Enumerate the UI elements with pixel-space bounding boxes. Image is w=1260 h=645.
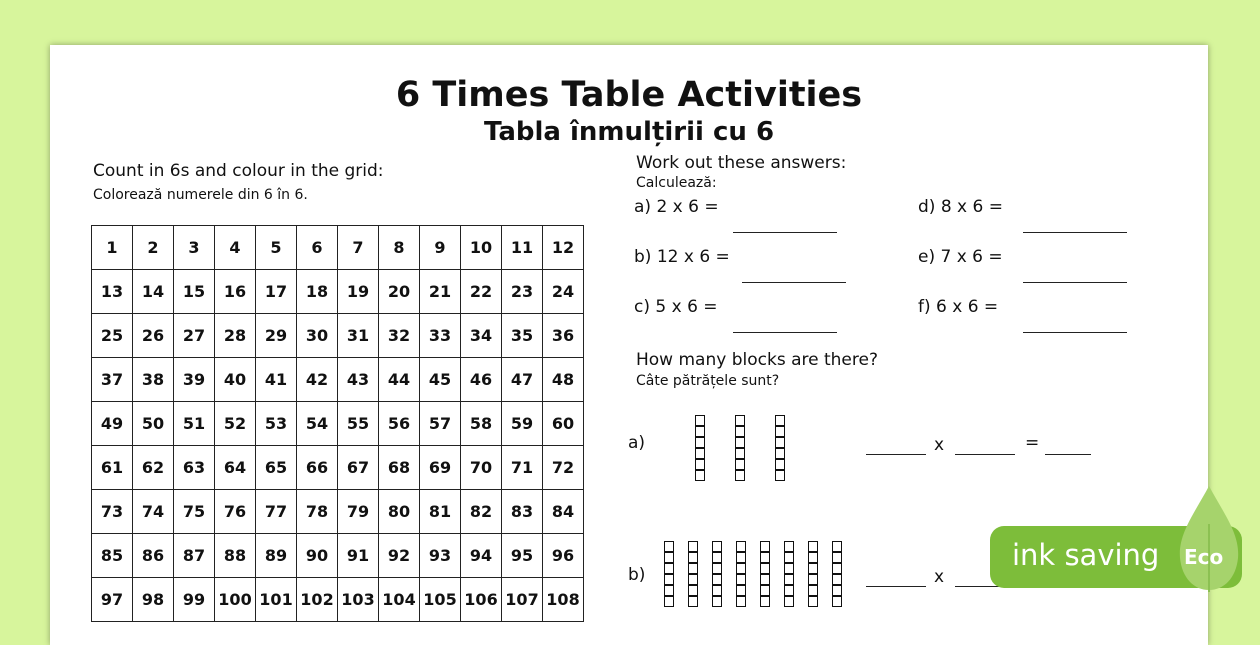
block-square bbox=[735, 448, 745, 459]
answer-line-e[interactable] bbox=[1023, 282, 1127, 283]
answers-instruction-ro: Calculează: bbox=[636, 175, 717, 191]
grid-cell[interactable]: 15 bbox=[174, 270, 215, 314]
block-square bbox=[775, 437, 785, 448]
grid-cell[interactable]: 17 bbox=[256, 270, 297, 314]
answer-line-f[interactable] bbox=[1023, 332, 1127, 333]
grid-cell[interactable]: 72 bbox=[543, 446, 584, 490]
block-column bbox=[712, 541, 722, 607]
block-square bbox=[688, 574, 698, 585]
grid-cell[interactable]: 16 bbox=[215, 270, 256, 314]
block-square bbox=[735, 426, 745, 437]
question-f: f) 6 x 6 = bbox=[918, 297, 999, 317]
grid-cell[interactable]: 103 bbox=[338, 578, 379, 622]
grid-cell[interactable]: 85 bbox=[92, 534, 133, 578]
block-square bbox=[735, 415, 745, 426]
grid-cell[interactable]: 1 bbox=[92, 226, 133, 270]
grid-row bbox=[92, 446, 584, 490]
block-square bbox=[775, 415, 785, 426]
answer-line-b[interactable] bbox=[742, 282, 846, 283]
grid-cell[interactable]: 69 bbox=[420, 446, 461, 490]
block-column bbox=[688, 541, 698, 607]
block-square bbox=[735, 459, 745, 470]
block-square bbox=[712, 574, 722, 585]
blank-a-1[interactable] bbox=[866, 454, 926, 455]
grid-cell[interactable]: 39 bbox=[174, 358, 215, 402]
block-square bbox=[775, 448, 785, 459]
block-square bbox=[832, 574, 842, 585]
grid-cell[interactable]: 25 bbox=[92, 314, 133, 358]
block-square bbox=[784, 596, 794, 607]
grid-row bbox=[92, 358, 584, 402]
grid-cell[interactable]: 67 bbox=[338, 446, 379, 490]
grid-cell[interactable]: 84 bbox=[543, 490, 584, 534]
grid-row bbox=[92, 534, 584, 578]
grid-row bbox=[92, 314, 584, 358]
block-square bbox=[832, 563, 842, 574]
block-square bbox=[664, 585, 674, 596]
grid-cell[interactable]: 93 bbox=[420, 534, 461, 578]
grid-cell[interactable]: 37 bbox=[92, 358, 133, 402]
block-square bbox=[735, 437, 745, 448]
grid-instruction-ro: Colorează numerele din 6 în 6. bbox=[93, 187, 308, 203]
block-square bbox=[808, 541, 818, 552]
grid-cell[interactable]: 18 bbox=[297, 270, 338, 314]
grid-cell[interactable]: 33 bbox=[420, 314, 461, 358]
grid-cell[interactable]: 47 bbox=[502, 358, 543, 402]
grid-cell[interactable]: 51 bbox=[174, 402, 215, 446]
grid-cell[interactable]: 76 bbox=[215, 490, 256, 534]
block-square bbox=[695, 470, 705, 481]
grid-cell[interactable]: 62 bbox=[133, 446, 174, 490]
block-square bbox=[712, 541, 722, 552]
grid-row bbox=[92, 402, 584, 446]
block-square bbox=[736, 596, 746, 607]
block-square bbox=[808, 585, 818, 596]
grid-cell[interactable]: 59 bbox=[502, 402, 543, 446]
block-column bbox=[808, 541, 818, 607]
block-square bbox=[808, 574, 818, 585]
block-square bbox=[664, 563, 674, 574]
block-column bbox=[760, 541, 770, 607]
block-square bbox=[832, 585, 842, 596]
grid-row bbox=[92, 270, 584, 314]
grid-cell[interactable]: 7 bbox=[338, 226, 379, 270]
grid-cell[interactable]: 19 bbox=[338, 270, 379, 314]
grid-cell[interactable]: 65 bbox=[256, 446, 297, 490]
times-sign-a: x bbox=[934, 435, 945, 455]
grid-cell[interactable]: 102 bbox=[297, 578, 338, 622]
grid-cell[interactable]: 105 bbox=[420, 578, 461, 622]
grid-cell[interactable]: 87 bbox=[174, 534, 215, 578]
grid-cell[interactable]: 101 bbox=[256, 578, 297, 622]
grid-cell[interactable]: 75 bbox=[174, 490, 215, 534]
grid-cell[interactable]: 88 bbox=[215, 534, 256, 578]
grid-cell[interactable]: 94 bbox=[461, 534, 502, 578]
times-sign-b: x bbox=[934, 567, 945, 587]
grid-cell[interactable]: 106 bbox=[461, 578, 502, 622]
grid-cell[interactable]: 100 bbox=[215, 578, 256, 622]
grid-cell[interactable]: 68 bbox=[379, 446, 420, 490]
grid-cell[interactable]: 83 bbox=[502, 490, 543, 534]
block-square bbox=[760, 541, 770, 552]
grid-row bbox=[92, 578, 584, 622]
eco-label: Eco bbox=[1184, 545, 1224, 569]
question-e: e) 7 x 6 = bbox=[918, 247, 1003, 267]
block-square bbox=[735, 470, 745, 481]
block-square bbox=[664, 541, 674, 552]
block-square bbox=[784, 563, 794, 574]
grid-cell[interactable]: 30 bbox=[297, 314, 338, 358]
grid-cell[interactable]: 23 bbox=[502, 270, 543, 314]
grid-cell[interactable]: 9 bbox=[420, 226, 461, 270]
grid-cell[interactable]: 3 bbox=[174, 226, 215, 270]
grid-cell[interactable]: 40 bbox=[215, 358, 256, 402]
grid-cell[interactable]: 42 bbox=[297, 358, 338, 402]
grid-cell[interactable]: 6 bbox=[297, 226, 338, 270]
grid-cell[interactable]: 20 bbox=[379, 270, 420, 314]
grid-cell[interactable]: 54 bbox=[297, 402, 338, 446]
block-column bbox=[735, 415, 745, 481]
block-square bbox=[695, 415, 705, 426]
page-subtitle: Tabla înmulțirii cu 6 bbox=[483, 117, 775, 147]
block-column bbox=[664, 541, 674, 607]
block-square bbox=[775, 426, 785, 437]
blank-b-1[interactable] bbox=[866, 586, 926, 587]
block-square bbox=[688, 541, 698, 552]
grid-cell[interactable]: 52 bbox=[215, 402, 256, 446]
leaf-icon bbox=[1176, 484, 1242, 594]
grid-cell[interactable]: 55 bbox=[338, 402, 379, 446]
block-square bbox=[712, 585, 722, 596]
grid-cell[interactable]: 82 bbox=[461, 490, 502, 534]
equals-sign-a: = bbox=[1025, 433, 1040, 453]
block-column bbox=[775, 415, 785, 481]
grid-cell[interactable]: 104 bbox=[379, 578, 420, 622]
block-square bbox=[695, 437, 705, 448]
grid-cell[interactable]: 99 bbox=[174, 578, 215, 622]
block-square bbox=[760, 552, 770, 563]
block-square bbox=[808, 596, 818, 607]
grid-cell[interactable]: 44 bbox=[379, 358, 420, 402]
grid-cell[interactable]: 97 bbox=[92, 578, 133, 622]
block-square bbox=[760, 596, 770, 607]
grid-cell[interactable]: 91 bbox=[338, 534, 379, 578]
block-column bbox=[784, 541, 794, 607]
block-square bbox=[736, 585, 746, 596]
block-square bbox=[736, 563, 746, 574]
grid-cell[interactable]: 57 bbox=[420, 402, 461, 446]
page-title: 6 Times Table Activities bbox=[395, 75, 863, 115]
block-square bbox=[664, 574, 674, 585]
blank-a-3[interactable] bbox=[1045, 454, 1091, 455]
grid-cell[interactable]: 50 bbox=[133, 402, 174, 446]
grid-cell[interactable]: 95 bbox=[502, 534, 543, 578]
grid-cell[interactable]: 36 bbox=[543, 314, 584, 358]
grid-cell[interactable]: 89 bbox=[256, 534, 297, 578]
block-square bbox=[832, 596, 842, 607]
question-b: b) 12 x 6 = bbox=[634, 247, 730, 267]
grid-cell[interactable]: 29 bbox=[256, 314, 297, 358]
grid-cell[interactable]: 34 bbox=[461, 314, 502, 358]
block-square bbox=[808, 552, 818, 563]
grid-cell[interactable]: 28 bbox=[215, 314, 256, 358]
grid-cell[interactable]: 11 bbox=[502, 226, 543, 270]
answers-instruction: Work out these answers: bbox=[636, 153, 847, 173]
block-square bbox=[664, 552, 674, 563]
grid-cell[interactable]: 56 bbox=[379, 402, 420, 446]
block-square bbox=[664, 596, 674, 607]
block-square bbox=[760, 585, 770, 596]
grid-cell[interactable]: 45 bbox=[420, 358, 461, 402]
grid-cell[interactable]: 66 bbox=[297, 446, 338, 490]
grid-cell[interactable]: 96 bbox=[543, 534, 584, 578]
grid-cell[interactable]: 61 bbox=[92, 446, 133, 490]
block-square bbox=[736, 552, 746, 563]
grid-cell[interactable]: 58 bbox=[461, 402, 502, 446]
block-square bbox=[832, 541, 842, 552]
question-a: a) 2 x 6 = bbox=[634, 197, 719, 217]
block-square bbox=[688, 596, 698, 607]
block-square bbox=[775, 470, 785, 481]
grid-cell[interactable]: 73 bbox=[92, 490, 133, 534]
blank-a-2[interactable] bbox=[955, 454, 1015, 455]
grid-cell[interactable]: 32 bbox=[379, 314, 420, 358]
block-square bbox=[695, 426, 705, 437]
grid-cell[interactable]: 38 bbox=[133, 358, 174, 402]
block-square bbox=[688, 585, 698, 596]
grid-cell[interactable]: 53 bbox=[256, 402, 297, 446]
hundred-grid bbox=[91, 225, 584, 622]
grid-cell[interactable]: 12 bbox=[543, 226, 584, 270]
block-square bbox=[808, 563, 818, 574]
grid-cell[interactable]: 49 bbox=[92, 402, 133, 446]
grid-cell[interactable]: 2 bbox=[133, 226, 174, 270]
grid-cell[interactable]: 4 bbox=[215, 226, 256, 270]
grid-cell[interactable]: 43 bbox=[338, 358, 379, 402]
block-square bbox=[775, 459, 785, 470]
block-square bbox=[784, 574, 794, 585]
block-square bbox=[760, 574, 770, 585]
ink-saving-label: ink saving bbox=[1012, 538, 1160, 572]
blocks-item-b-label: b) bbox=[628, 565, 646, 585]
grid-cell[interactable]: 27 bbox=[174, 314, 215, 358]
block-square bbox=[736, 574, 746, 585]
block-square bbox=[695, 459, 705, 470]
answer-line-c[interactable] bbox=[733, 332, 837, 333]
grid-cell[interactable]: 48 bbox=[543, 358, 584, 402]
grid-instruction: Count in 6s and colour in the grid: bbox=[93, 161, 384, 181]
answer-line-d[interactable] bbox=[1023, 232, 1127, 233]
block-square bbox=[712, 552, 722, 563]
grid-cell[interactable]: 74 bbox=[133, 490, 174, 534]
grid-cell[interactable]: 13 bbox=[92, 270, 133, 314]
grid-cell[interactable]: 107 bbox=[502, 578, 543, 622]
grid-cell[interactable]: 81 bbox=[420, 490, 461, 534]
grid-cell[interactable]: 21 bbox=[420, 270, 461, 314]
grid-row bbox=[92, 226, 584, 270]
block-square bbox=[688, 563, 698, 574]
block-square bbox=[688, 552, 698, 563]
block-column bbox=[736, 541, 746, 607]
grid-cell[interactable]: 71 bbox=[502, 446, 543, 490]
grid-cell[interactable]: 60 bbox=[543, 402, 584, 446]
block-square bbox=[736, 541, 746, 552]
grid-cell[interactable]: 41 bbox=[256, 358, 297, 402]
block-square bbox=[760, 563, 770, 574]
grid-cell[interactable]: 108 bbox=[543, 578, 584, 622]
question-d: d) 8 x 6 = bbox=[918, 197, 1003, 217]
block-column bbox=[832, 541, 842, 607]
block-square bbox=[712, 596, 722, 607]
grid-cell[interactable]: 31 bbox=[338, 314, 379, 358]
grid-cell[interactable]: 8 bbox=[379, 226, 420, 270]
grid-cell[interactable]: 63 bbox=[174, 446, 215, 490]
answer-line-a[interactable] bbox=[733, 232, 837, 233]
block-square bbox=[832, 552, 842, 563]
grid-cell[interactable]: 24 bbox=[543, 270, 584, 314]
grid-cell[interactable]: 92 bbox=[379, 534, 420, 578]
grid-row bbox=[92, 490, 584, 534]
grid-cell[interactable]: 14 bbox=[133, 270, 174, 314]
grid-cell[interactable]: 80 bbox=[379, 490, 420, 534]
block-square bbox=[784, 552, 794, 563]
block-square bbox=[712, 563, 722, 574]
grid-cell[interactable]: 77 bbox=[256, 490, 297, 534]
block-column bbox=[695, 415, 705, 481]
grid-cell[interactable]: 5 bbox=[256, 226, 297, 270]
question-c: c) 5 x 6 = bbox=[634, 297, 718, 317]
grid-cell[interactable]: 79 bbox=[338, 490, 379, 534]
blocks-instruction-ro: Câte pătrățele sunt? bbox=[636, 373, 780, 389]
grid-cell[interactable]: 90 bbox=[297, 534, 338, 578]
block-square bbox=[784, 541, 794, 552]
grid-cell[interactable]: 22 bbox=[461, 270, 502, 314]
grid-cell[interactable]: 64 bbox=[215, 446, 256, 490]
block-square bbox=[784, 585, 794, 596]
grid-cell[interactable]: 98 bbox=[133, 578, 174, 622]
grid-cell[interactable]: 26 bbox=[133, 314, 174, 358]
grid-cell[interactable]: 70 bbox=[461, 446, 502, 490]
blocks-item-a-label: a) bbox=[628, 433, 646, 453]
grid-cell[interactable]: 35 bbox=[502, 314, 543, 358]
grid-cell[interactable]: 10 bbox=[461, 226, 502, 270]
block-square bbox=[695, 448, 705, 459]
blocks-instruction: How many blocks are there? bbox=[636, 350, 878, 370]
grid-cell[interactable]: 78 bbox=[297, 490, 338, 534]
grid-cell[interactable]: 86 bbox=[133, 534, 174, 578]
grid-cell[interactable]: 46 bbox=[461, 358, 502, 402]
